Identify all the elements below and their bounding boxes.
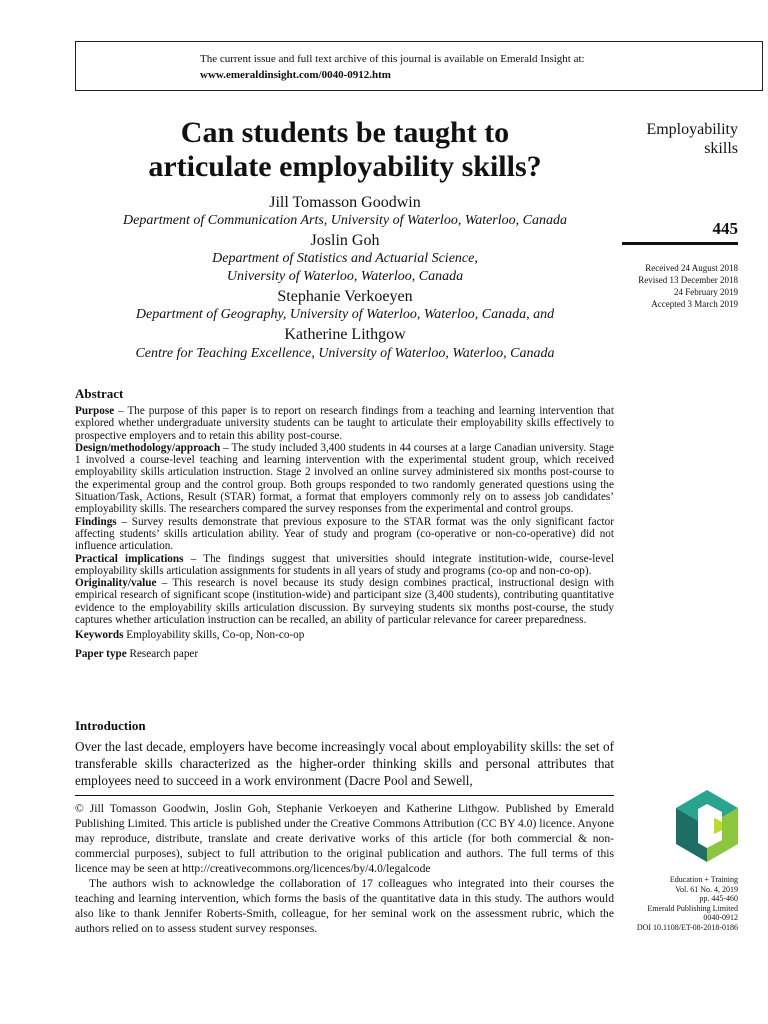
page-number: 445 bbox=[712, 219, 738, 238]
abstract-originality bbox=[75, 577, 614, 626]
author-name: Joslin Goh bbox=[310, 232, 380, 249]
date-accepted: Accepted 3 March 2019 bbox=[651, 299, 738, 309]
keywords bbox=[75, 629, 614, 641]
author-name: Katherine Lithgow bbox=[284, 326, 406, 343]
article-dates bbox=[600, 262, 738, 310]
abstract-body bbox=[75, 405, 614, 660]
title-line-2: articulate employability skills? bbox=[148, 150, 542, 183]
journal-info bbox=[600, 875, 738, 932]
findings-label: Findings bbox=[75, 515, 117, 528]
practical-text: – The findings suggest that universities should integrate institution-wide, course-level employability skills articulation assignments for students in all years of study and programs (co-op and non-co-op). bbox=[75, 552, 615, 577]
footnote-rule bbox=[75, 795, 614, 796]
author-affiliation: Department of Communication Arts, University of Waterloo, Waterloo, Canada bbox=[123, 213, 567, 228]
date-revised-2: 24 February 2019 bbox=[674, 287, 738, 297]
running-head-line: skills bbox=[704, 140, 738, 157]
introduction-text: Over the last decade, employers have become increasingly vocal about employability skills: the set of transferable skills characterized as the higher-order thinking skills and personal attributes that employees need to succeed in a work environment (Dacre Pool and Sewell, bbox=[75, 739, 614, 788]
author-affiliation: Department of Statistics and Actuarial Science, bbox=[212, 251, 478, 266]
journal-url[interactable]: www.emeraldinsight.com/0040-0912.htm bbox=[200, 69, 391, 81]
paper-type bbox=[75, 648, 614, 660]
keywords-text: Employability skills, Co-op, Non-co-op bbox=[123, 629, 305, 642]
license-note: © Jill Tomasson Goodwin, Joslin Goh, Stephanie Verkoeyen and Katherine Lithgow. Published by Emerald Publishing Limited. This article is published under the Creative Commons Attribution (CC BY 4.0) licence. Anyone may reproduce, distribute, translate and create derivative works of this article (for both commercial & non-commercial purposes), subject to full attribution to the original publication and authors. The full terms of this licence may be seen at http://creativecommons.org/licences/by/4.0/legalcode bbox=[75, 802, 614, 875]
date-revised: Revised 13 December 2018 bbox=[638, 275, 738, 285]
journal-notice-box bbox=[75, 41, 763, 91]
notice-text: The current issue and full text archive of this journal is available on Emerald Insight at: bbox=[200, 53, 585, 65]
design-label: Design/methodology/approach bbox=[75, 441, 221, 454]
practical-label: Practical implications bbox=[75, 552, 184, 565]
author-name: Jill Tomasson Goodwin bbox=[269, 194, 421, 211]
originality-label: Originality/value bbox=[75, 577, 157, 590]
crossmark-logo-icon bbox=[676, 790, 738, 862]
journal-volume: Vol. 61 No. 4, 2019 bbox=[675, 884, 738, 894]
author-name: Stephanie Verkoeyen bbox=[277, 288, 413, 305]
author-affiliation: University of Waterloo, Waterloo, Canada bbox=[226, 269, 464, 284]
journal-issn: 0040-0912 bbox=[703, 913, 738, 922]
paper-type-text: Research paper bbox=[126, 647, 199, 660]
author-affiliation: Centre for Teaching Excellence, University of Waterloo, Waterloo, Canada bbox=[135, 346, 555, 361]
journal-name: Education + Training bbox=[669, 875, 738, 884]
title-line-1: Can students be taught to bbox=[180, 116, 510, 149]
paper-type-label: Paper type bbox=[75, 647, 127, 660]
journal-pages: pp. 445-460 bbox=[699, 894, 738, 903]
author-affiliation: Department of Geography, University of Waterloo, Waterloo, Canada, and bbox=[135, 307, 555, 322]
abstract-purpose bbox=[75, 405, 614, 442]
article-title bbox=[75, 116, 615, 184]
abstract-findings bbox=[75, 516, 614, 553]
abstract-design bbox=[75, 442, 614, 516]
running-head bbox=[600, 120, 738, 158]
findings-text: – Survey results demonstrate that previous exposure to the STAR format was the only significant factor affecting students’ skills articulation ability. Year of study and program (co-operative or non-co-operative) did not influence articulation. bbox=[75, 515, 614, 553]
journal-doi[interactable]: DOI 10.1108/ET-08-2018-0186 bbox=[636, 922, 738, 932]
introduction-heading: Introduction bbox=[75, 718, 146, 733]
purpose-text: – The purpose of this paper is to report on research findings from a teaching and learning intervention that explored whether undergraduate university students can be taught to articulate their employability skills effectively to prospective employers and to retain this ability post-course. bbox=[75, 405, 614, 442]
date-received: Received 24 August 2018 bbox=[645, 263, 738, 273]
journal-publisher: Emerald Publishing Limited bbox=[647, 903, 738, 913]
abstract-practical bbox=[75, 553, 614, 578]
footnote bbox=[75, 801, 614, 936]
originality-text: – This research is novel because its study design combines practical, instructional design with empirical research of significant scope (institution-wide) and participant size (3,400 students), contributing quantitative evidence to the employability skills articulation discussion. By surveying students six months post-course, the study captures whether articulation instruction can be recalled, an ability of particular relevance for career preparedness. bbox=[75, 577, 614, 627]
running-head-line: Employability bbox=[646, 121, 738, 138]
page-number-rule bbox=[622, 242, 738, 245]
purpose-label: Purpose bbox=[75, 405, 115, 417]
design-text: – The study included 3,400 students in 44 courses at a large Canadian university. Stage 1 involved a course-level teaching and learning intervention with the experimental student group, which received employability skills articulation instruction. Stage 2 involved an online survey administered six months post-course to the experimental group and the control group. Both groups responded to two randomly generated questions using the Situation/Task, Actions, Result (STAR) format, a format that employers commonly rely on to assess job candidates’ employability skills. The researchers compared the survey responses from the experimental and control groups. bbox=[75, 441, 614, 516]
abstract-heading: Abstract bbox=[75, 386, 124, 401]
keywords-label: Keywords bbox=[75, 629, 124, 642]
acknowledgement-note: The authors wish to acknowledge the collaboration of 17 colleagues who integrated into their courses the teaching and learning intervention, which forms the basis of the quantitative data in this study. The authors would also like to thank Jennifer Roberts-Smith, colleague, for her seminal work on the assessment rubric, which the authors relied on to assess student survey responses. bbox=[75, 877, 614, 935]
